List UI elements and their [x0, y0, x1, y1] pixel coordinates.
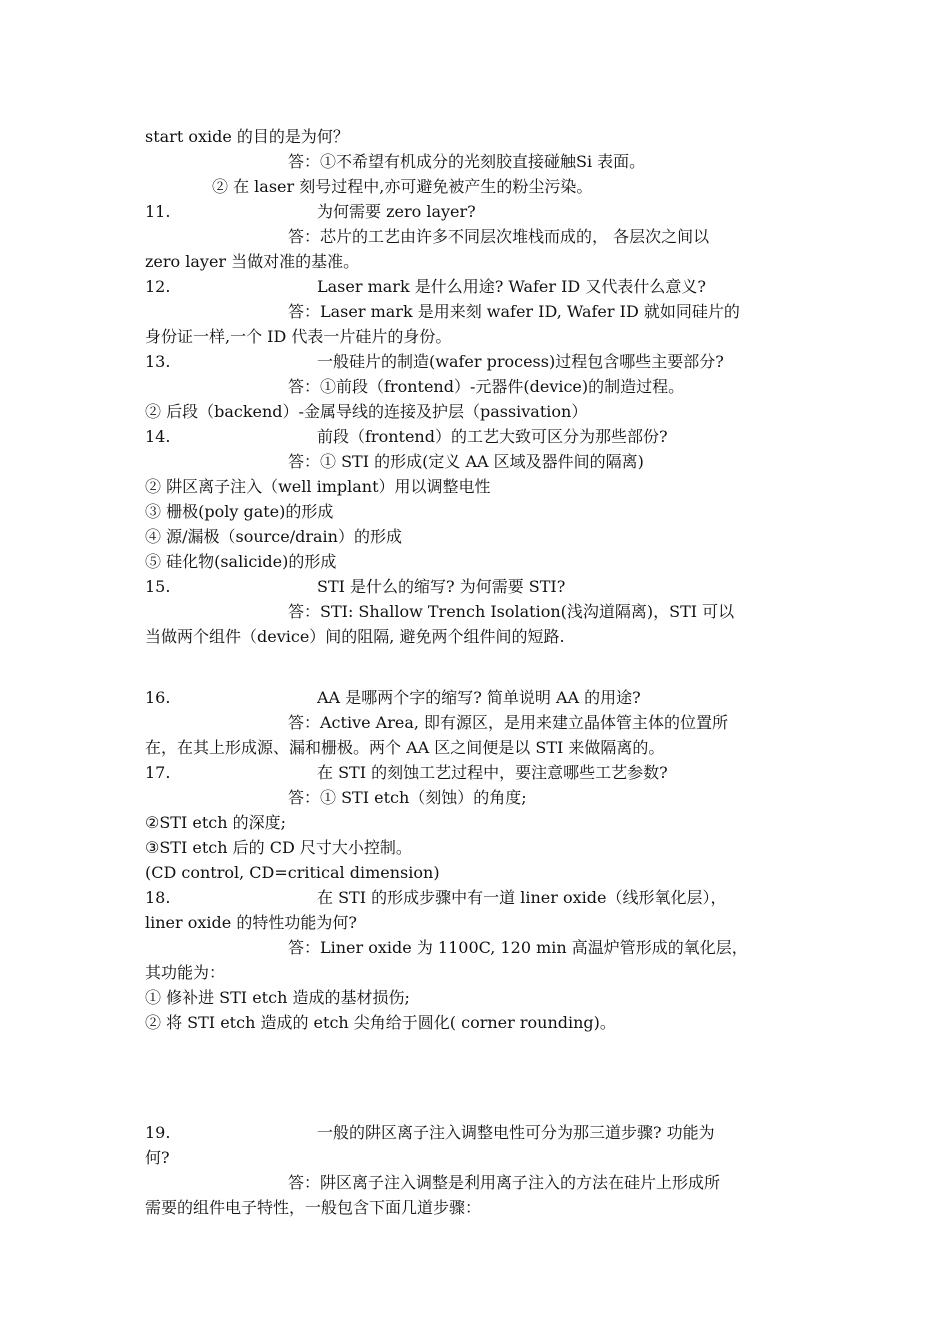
question-number: 19. [145, 1123, 171, 1142]
question-text: 一般的阱区离子注入调整电性可分为那三道步骤? 功能为 [317, 1123, 715, 1142]
text-line: ④ 源/漏极（source/drain）的形成 [145, 527, 402, 546]
question-text: AA 是哪两个字的缩写? 简单说明 AA 的用途? [317, 688, 641, 707]
question-number: 11. [145, 202, 171, 221]
text-line: zero layer 当做对准的基准。 [145, 252, 360, 271]
question-text: 在 STI 的形成步骤中有一道 liner oxide（线形氧化层）， [317, 888, 727, 907]
question-text: 前段（frontend）的工艺大致可区分为那些部份? [317, 427, 668, 446]
text-line: ③ 栅极(poly gate)的形成 [145, 502, 334, 521]
question-number: 12. [145, 277, 171, 296]
answer-line: 答：Active Area, 即有源区，是用来建立晶体管主体的位置所 [288, 713, 729, 732]
answer-line: 答：①不希望有机成分的光刻胶直接碰触Si 表面。 [288, 152, 646, 171]
text-line: ② 将 STI etch 造成的 etch 尖角给于圆化( corner rounding)。 [145, 1013, 616, 1032]
question-number: 16. [145, 688, 171, 707]
answer-line: 答：① STI 的形成(定义 AA 区域及器件间的隔离) [288, 452, 644, 471]
answer-line: 答：①前段（frontend）-元器件(device)的制造过程。 [288, 377, 685, 396]
answer-line: 答：Laser mark 是用来刻 wafer ID, Wafer ID 就如同硅片的 [288, 302, 740, 321]
answer-line: 答：STI: Shallow Trench Isolation(浅沟道隔离)，STI 可以 [288, 602, 735, 621]
text-line: ⑤ 硅化物(salicide)的形成 [145, 552, 337, 571]
text-line: ②STI etch 的深度; [145, 813, 287, 832]
text-line: (CD control, CD=critical dimension) [145, 863, 440, 882]
question-number: 17. [145, 763, 171, 782]
question-text: STI 是什么的缩写? 为何需要 STI? [317, 577, 566, 596]
text-line: 其功能为： [145, 963, 226, 982]
answer-line: 答：Liner oxide 为 1100C, 120 min 高温炉管形成的氧化层， [288, 938, 748, 957]
question-number: 14. [145, 427, 171, 446]
question-number: 13. [145, 352, 171, 371]
text-line: 需要的组件电子特性，一般包含下面几道步骤： [145, 1198, 482, 1217]
question-number: 15. [145, 577, 171, 596]
question-text: 一般硅片的制造(wafer process)过程包含哪些主要部分? [317, 352, 724, 371]
question-text: 在 STI 的刻蚀工艺过程中，要注意哪些工艺参数? [317, 763, 668, 782]
answer-line: 答：① STI etch（刻蚀）的角度; [288, 788, 527, 807]
question-text: 为何需要 zero layer? [317, 202, 476, 221]
text-line: 何? [145, 1148, 170, 1167]
text-line: start oxide 的目的是为何？ [145, 127, 349, 146]
text-line: 在，在其上形成源、漏和栅极。两个 AA 区之间便是以 STI 来做隔离的。 [145, 738, 665, 757]
text-line: ② 阱区离子注入（well implant）用以调整电性 [145, 477, 491, 496]
text-line: ② 在 laser 刻号过程中,亦可避免被产生的粉尘污染。 [212, 177, 593, 196]
question-number: 18. [145, 888, 171, 907]
text-line: liner oxide 的特性功能为何? [145, 913, 357, 932]
answer-line: 答：芯片的工艺由许多不同层次堆栈而成的， 各层次之间以 [288, 227, 710, 246]
text-line: 身份证一样,一个 ID 代表一片硅片的身份。 [145, 327, 452, 346]
text-line: ① 修补进 STI etch 造成的基材损伤; [145, 988, 410, 1007]
text-line: ② 后段（backend）-金属导线的连接及护层（passivation） [145, 402, 588, 421]
text-line: ③STI etch 后的 CD 尺寸大小控制。 [145, 838, 412, 857]
text-line: 当做两个组件（device）间的阻隔, 避免两个组件间的短路. [145, 627, 565, 646]
answer-line: 答：阱区离子注入调整是利用离子注入的方法在硅片上形成所 [288, 1173, 721, 1192]
question-text: Laser mark 是什么用途? Wafer ID 又代表什么意义? [317, 277, 706, 296]
